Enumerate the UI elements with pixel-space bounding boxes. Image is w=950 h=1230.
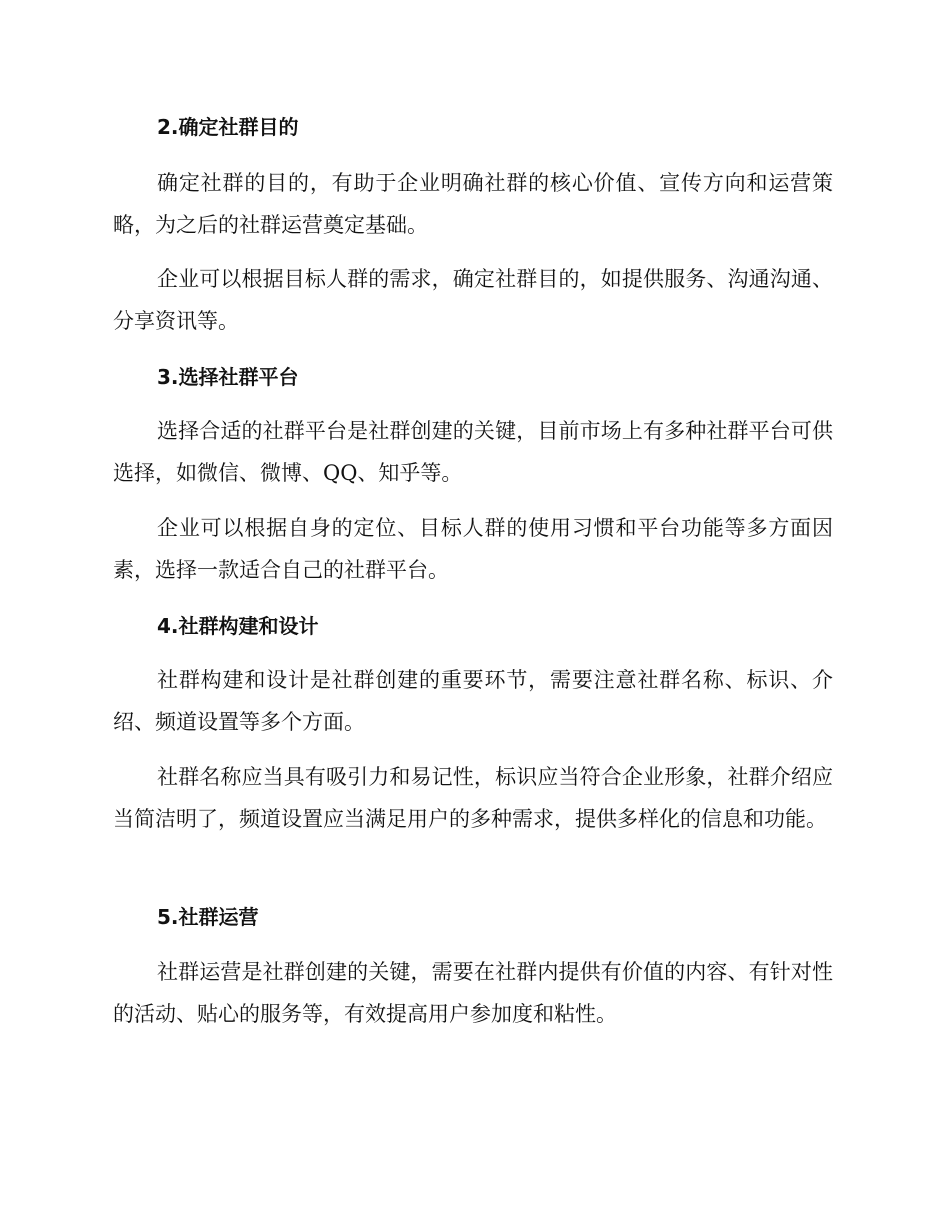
section-heading-4: 4.社群构建和设计	[157, 614, 319, 638]
section-3-paragraph-2: 企业可以根据自身的定位、目标人群的使用习惯和平台功能等多方面因素，选择一款适合自己的社群平台。	[113, 516, 833, 582]
section-2-paragraph-2: 企业可以根据目标人群的需求，确定社群目的，如提供服务、沟通沟通、分享资讯等。	[113, 267, 833, 333]
section-3-paragraph-1: 选择合适的社群平台是社群创建的关键，目前市场上有多种社群平台可供选择，如微信、微博、QQ、知乎等。	[113, 419, 833, 485]
section-heading-5: 5.社群运营	[157, 905, 259, 929]
section-2-paragraph-1: 确定社群的目的，有助于企业明确社群的核心价值、宣传方向和运营策略，为之后的社群运营奠定基础。	[113, 171, 833, 237]
section-heading-3: 3.选择社群平台	[157, 365, 299, 389]
section-heading-2: 2.确定社群目的	[157, 115, 299, 139]
section-4-paragraph-2: 社群名称应当具有吸引力和易记性，标识应当符合企业形象，社群介绍应当简洁明了，频道设置应当满足用户的多种需求，提供多样化的信息和功能。	[113, 765, 833, 831]
section-5-paragraph-1: 社群运营是社群创建的关键，需要在社群内提供有价值的内容、有针对性的活动、贴心的服务等，有效提高用户参加度和粘性。	[113, 960, 833, 1026]
section-4-paragraph-1: 社群构建和设计是社群创建的重要环节，需要注意社群名称、标识、介绍、频道设置等多个方面。	[113, 668, 833, 734]
